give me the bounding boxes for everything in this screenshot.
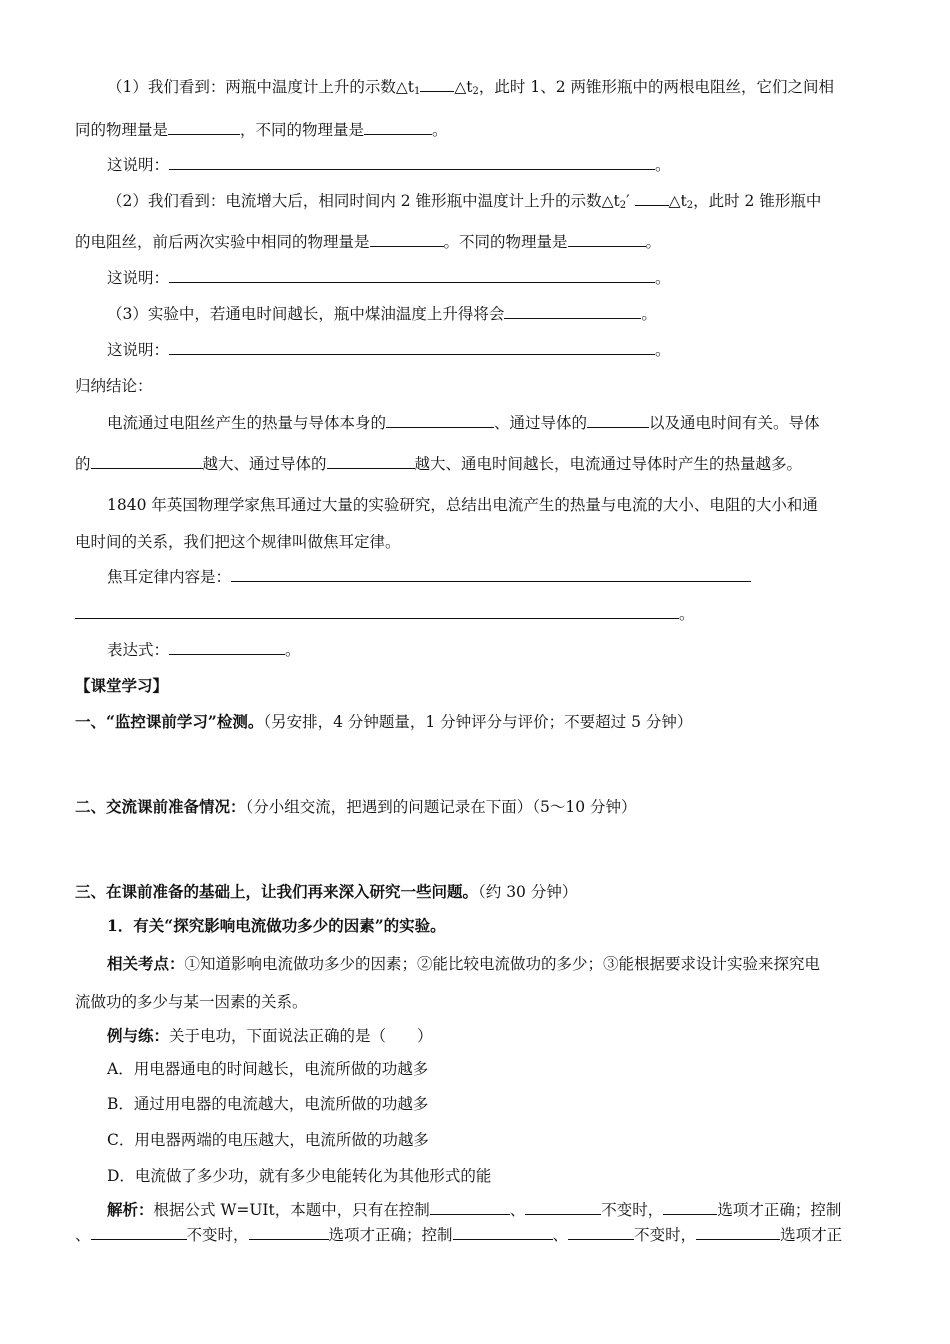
blank-c3[interactable] bbox=[91, 453, 203, 469]
blank-c4[interactable] bbox=[327, 453, 415, 469]
blank-q3[interactable] bbox=[504, 303, 641, 319]
blank-c2[interactable] bbox=[587, 412, 649, 428]
key-points-2: 流做功的多少与某一因素的关系。 bbox=[75, 993, 308, 1011]
key-points: 相关考点：①知道影响电流做功多少的因素；②能比较电流做功的多少；③能根据要求设计实验来探究电 bbox=[107, 954, 821, 973]
analysis-line2: 、 不变时， 选项才正确；控制 、 不变时， 选项才正 bbox=[75, 1226, 843, 1244]
option-c: C．用电器两端的电压越大，电流所做的功越多 bbox=[107, 1131, 429, 1149]
item-1: 1．有关“探究影响电流做功多少的因素”的实验。 bbox=[107, 916, 446, 935]
blank-q1-diff[interactable] bbox=[364, 119, 432, 135]
q1-line1: （1）我们看到：两瓶中温度计上升的示数$\triangle t_1$ $\triangle t_2$，此时 1、2 两锥形瓶中的两根电阻丝，它们之间相 bbox=[107, 78, 835, 97]
q3-line1: （3）实验中，若通电时间越长，瓶中煤油温度上升得将会 。 bbox=[107, 305, 657, 323]
blank-joule-1[interactable] bbox=[231, 566, 751, 582]
analysis-line1: 解析：根据公式 W=UIt，本题中，只有在控制 、 不变时， 选项才正确；控制 bbox=[107, 1200, 842, 1219]
q1-line2: 同的物理量是 ，不同的物理量是 。 bbox=[75, 121, 448, 139]
blank-q1-same[interactable] bbox=[168, 119, 240, 135]
expression-line: 表达式： 。 bbox=[107, 641, 301, 659]
blank-an4[interactable] bbox=[91, 1224, 187, 1240]
blank-q3-note[interactable] bbox=[169, 339, 655, 355]
q1-note: 这说明： 。 bbox=[107, 156, 671, 174]
conclusion-title: 归纳结论： bbox=[75, 377, 153, 395]
blank-q1-note[interactable] bbox=[169, 154, 655, 170]
example: 例与练：关于电功，下面说法正确的是（ ） bbox=[107, 1026, 433, 1045]
blank-q2-diff[interactable] bbox=[568, 231, 646, 247]
blank-an2[interactable] bbox=[525, 1199, 601, 1215]
q2-note: 这说明： 。 bbox=[107, 269, 671, 287]
classroom-heading: 【课堂学习】 bbox=[75, 676, 169, 695]
conclusion-p1: 电流通过电阻丝产生的热量与导体本身的 、通过导体的 以及通电时间有关。导体 bbox=[107, 414, 820, 432]
blank-an7[interactable] bbox=[568, 1224, 634, 1240]
option-d: D．电流做了多少功，就有多少电能转化为其他形式的能 bbox=[107, 1167, 492, 1185]
blank-expr[interactable] bbox=[169, 639, 285, 655]
option-b: B．通过用电器的电流越大，电流所做的功越多 bbox=[107, 1095, 429, 1113]
section-3: 三、在课前准备的基础上，让我们再来深入研究一些问题。（约 30 分钟） bbox=[75, 882, 578, 901]
blank-an5[interactable] bbox=[249, 1224, 329, 1240]
blank-an1[interactable] bbox=[430, 1199, 510, 1215]
joule-law-line2: 。 bbox=[75, 603, 695, 625]
conclusion-p2: 的 越大、通过导体的 越大、通电时间越长，电流通过导体时产生的热量越多。 bbox=[75, 455, 803, 473]
q2-line2: 的电阻丝，前后两次实验中相同的物理量是 。不同的物理量是 。 bbox=[75, 233, 662, 251]
joule-law-line: 焦耳定律内容是： bbox=[107, 566, 751, 588]
section-1: 一、“监控课前学习”检测。（另安排，4 分钟题量，1 分钟评分与评价；不要超过 5 分钟） bbox=[75, 712, 693, 731]
blank-q2-same[interactable] bbox=[370, 231, 444, 247]
blank-an6[interactable] bbox=[453, 1224, 553, 1240]
q2-line1: （2）我们看到：电流增大后，相同时间内 2 锥形瓶中温度计上升的示数$\triangle t_2'$ $\triangle t_2$，此时 2 锥形瓶中 bbox=[107, 192, 822, 211]
blank-q2-note[interactable] bbox=[169, 267, 655, 283]
q3-note: 这说明： 。 bbox=[107, 341, 671, 359]
section-2: 二、交流课前准备情况：（分小组交流，把遇到的问题记录在下面）（5～10 分钟） bbox=[75, 797, 637, 816]
blank-an8[interactable] bbox=[696, 1224, 780, 1240]
blank-q1-a[interactable] bbox=[420, 76, 454, 92]
conclusion-p4: 电时间的关系，我们把这个规律叫做焦耳定律。 bbox=[75, 533, 401, 551]
blank-c1[interactable] bbox=[386, 412, 494, 428]
option-a: A．用电器通电的时间越长，电流所做的功越多 bbox=[107, 1060, 429, 1078]
conclusion-p3: 1840 年英国物理学家焦耳通过大量的实验研究，总结出电流产生的热量与电流的大小、电阻的大小和通 bbox=[107, 496, 818, 514]
blank-joule-2[interactable] bbox=[75, 603, 679, 619]
blank-q2-a[interactable] bbox=[635, 190, 669, 206]
blank-an3[interactable] bbox=[663, 1199, 717, 1215]
